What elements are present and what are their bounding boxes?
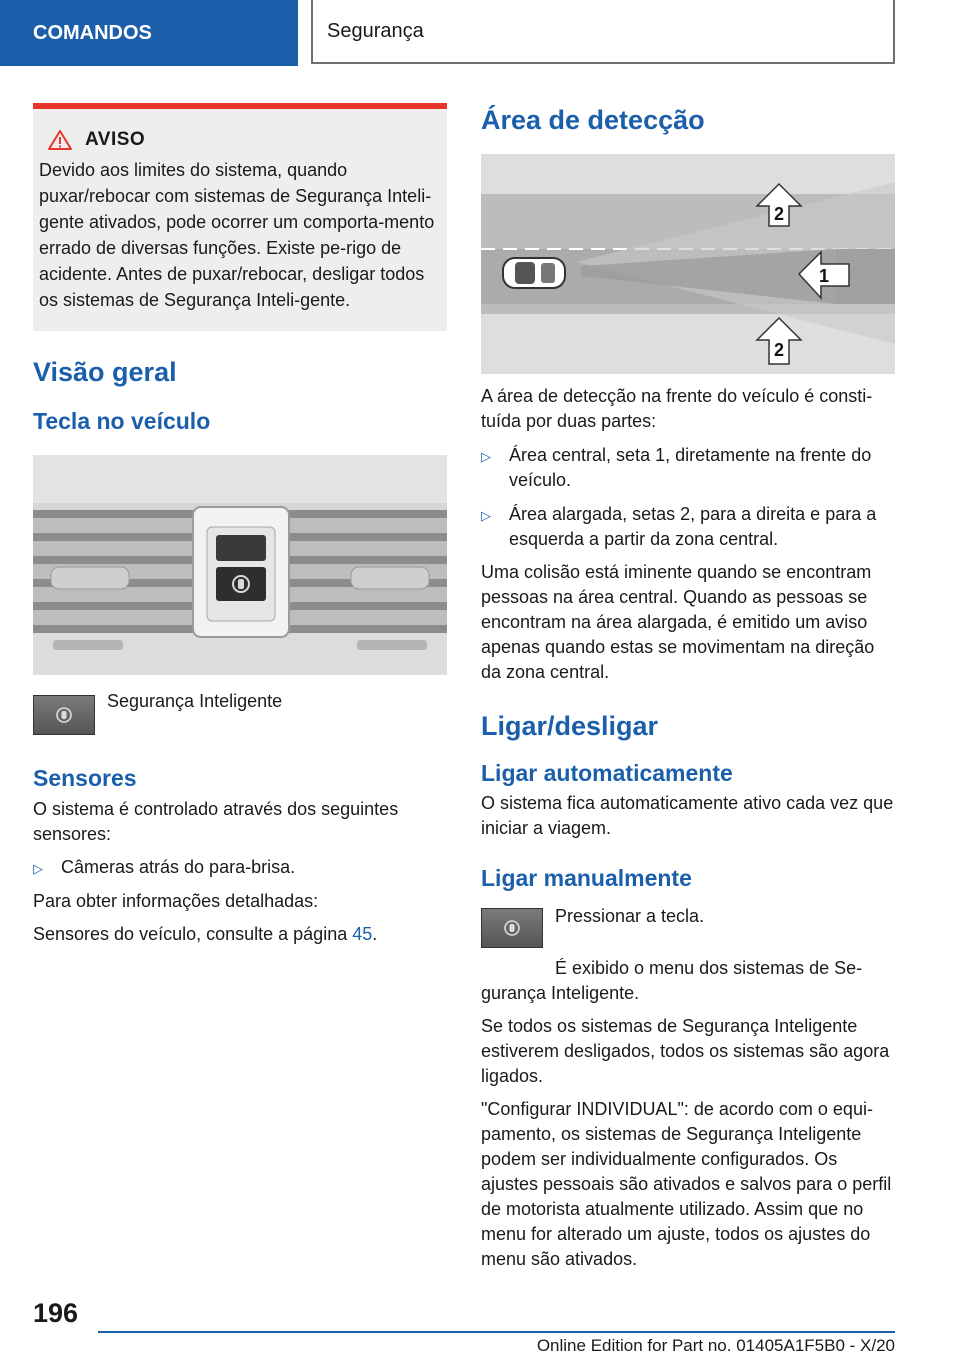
onoff-heading: Ligar/desligar: [481, 711, 659, 741]
overview-heading: Visão geral: [33, 357, 177, 387]
warning-box: [33, 103, 447, 331]
detection-text: Uma colisão está iminente quando se encontram pessoas na área central. Quando as pessoas se encontram na área alargada, é emitido um aviso apenas quando estas se movimentam na direção da zona central.: [481, 562, 875, 682]
intelligent-safety-icon: [55, 706, 73, 724]
sensors-text: O sistema é controlado através dos seguintes sensores:: [33, 799, 399, 844]
manual-step: Pressionar a tecla.: [555, 906, 705, 926]
key-heading: Tecla no veículo: [33, 408, 211, 434]
auto-text: O sistema fica automaticamente ativo cada vez que iniciar a viagem.: [481, 793, 894, 838]
manual-result: É exibido o menu dos sistemas de Se-gurança Inteligente.: [481, 958, 863, 1003]
sensor-bullet: [33, 855, 447, 881]
auto-heading: Ligar automaticamente: [481, 760, 733, 786]
key-legend: [33, 691, 447, 735]
bullet-text: Área alargada, setas 2, para a direita e para a esquerda a partir da zona central.: [509, 504, 877, 549]
footer-divider: [98, 1331, 895, 1333]
intelligent-safety-icon: [503, 919, 521, 937]
page-number: 196: [33, 1298, 79, 1328]
manual-heading: Ligar manualmente: [481, 865, 692, 891]
chapter-title: Segurança: [327, 19, 424, 42]
bullet-text: Câmeras atrás do para-brisa.: [61, 857, 296, 877]
detection-area-diagram: [481, 154, 895, 374]
bullet-triangle-icon: ▷: [33, 861, 43, 876]
edition-note: Online Edition for Part no. 01405A1F5B0 - X/20: [536, 1336, 895, 1355]
bullet-triangle-icon: ▷: [481, 449, 491, 464]
detection-intro: A área de detecção na frente do veículo é consti-tuída por duas partes:: [481, 386, 873, 431]
bullet-triangle-icon: ▷: [481, 508, 491, 523]
key-label: Segurança Inteligente: [107, 691, 283, 711]
bullet-text: Área central, seta 1, diretamente na frente do veículo.: [509, 445, 872, 490]
warning-header: [47, 129, 437, 151]
arrow-label-1: 1: [818, 266, 830, 286]
detection-heading: Área de detecção: [481, 105, 705, 135]
sensors-heading: Sensores: [33, 765, 137, 791]
sensor-reference: [33, 922, 447, 947]
info-text: Para obter informações detalhadas:: [33, 891, 319, 911]
left-column: [33, 103, 447, 947]
warning-title: AVISO: [85, 129, 146, 150]
onoff-text-2: "Configurar INDIVIDUAL": de acordo com o equi-pamento, os sistemas de Segurança Inteligente podem ser individualmente configurados. Os ajustes pessoais são ativados e salvos para o perfil de motorista atualmente utilizado. Assim que no menu for alterado um ajuste, todos os ajustes do menu são ativados.: [481, 1099, 892, 1269]
warning-triangle-icon: [47, 129, 73, 151]
page-link[interactable]: 45: [352, 924, 373, 944]
arrow-label-2-top: 2: [773, 204, 785, 224]
detection-bullet-extended: [481, 502, 895, 552]
onoff-text-1: Se todos os sistemas de Segurança Inteligente estiverem desligados, todos os sistemas são agora ligados.: [481, 1016, 890, 1086]
section-label: COMANDOS: [33, 21, 152, 44]
manual-key-row: [481, 904, 895, 948]
warning-text: Devido aos limites do sistema, quando puxar/rebocar com sistemas de Segurança Inteli-gente ativados, pode ocorrer um comporta-mento errado de diversas funções. Existe pe-rigo de acidente. Antes de puxar/rebocar, desligar todos os sistemas de Segurança Inteli-gente.: [39, 160, 435, 310]
detection-bullet-central: [481, 443, 895, 493]
dashboard-key-photo: [33, 455, 447, 675]
chapter-header: [311, 0, 895, 64]
intelligent-safety-button: [481, 908, 543, 948]
arrow-label-2-bottom: 2: [773, 340, 785, 360]
intelligent-safety-button: [33, 695, 95, 735]
reference-text: Sensores do veículo, consulte a página: [33, 924, 353, 944]
section-tab: [0, 0, 298, 66]
reference-end: .: [372, 924, 378, 944]
right-column: [481, 100, 895, 1272]
